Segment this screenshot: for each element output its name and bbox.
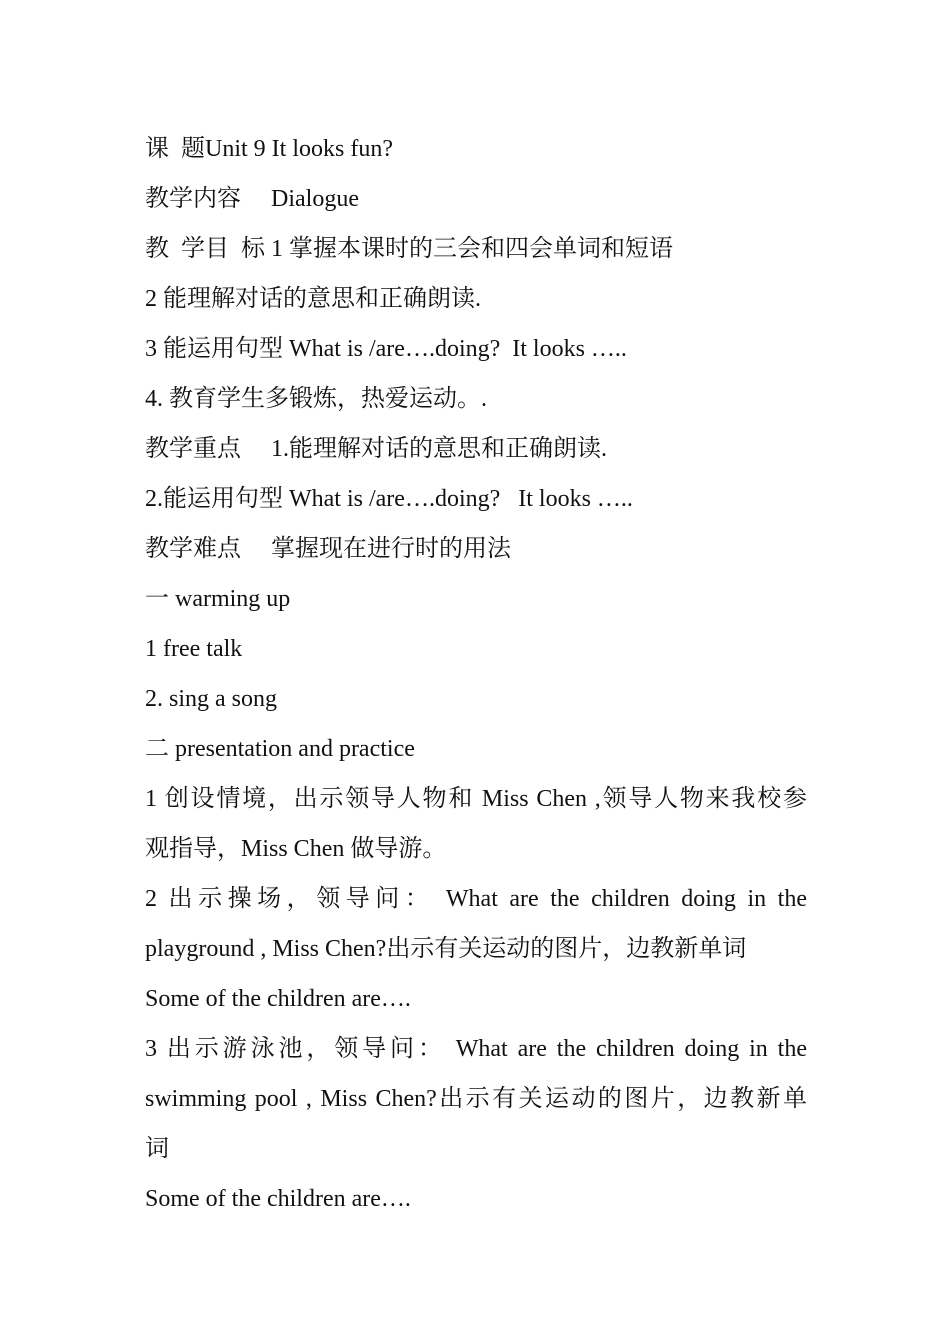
step-3-line-1: 3 出示游泳池，领导问： What are the children doing in the (145, 1036, 807, 1062)
step-sing-song: 2. sing a song (145, 686, 277, 712)
step-free-talk: 1 free talk (145, 636, 243, 662)
step-3-line-2: swimming pool , Miss Chen?出示有关运动的图片，边教新单 (145, 1086, 807, 1112)
key-point-1: 教学重点 1.能理解对话的意思和正确朗读. (145, 436, 607, 462)
teaching-content: 教学内容 Dialogue (145, 186, 359, 212)
step-2-line-3: Some of the children are…. (145, 986, 411, 1012)
document-page (145, 124, 807, 1224)
teaching-goal-4: 4. 教育学生多锻炼，热爱运动。. (145, 386, 487, 412)
difficult-point: 教学难点 掌握现在进行时的用法 (145, 536, 511, 562)
key-point-2: 2.能运用句型 What is /are….doing? It looks ….. (145, 486, 633, 512)
step-2-line-2: playground , Miss Chen?出示有关运动的图片，边教新单词 (145, 936, 747, 962)
teaching-goal-1: 教 学目 标 1 掌握本课时的三会和四会单词和短语 (145, 236, 673, 262)
teaching-goal-2: 2 能理解对话的意思和正确朗读. (145, 286, 481, 312)
teaching-goal-3: 3 能运用句型 What is /are….doing? It looks ….. (145, 336, 627, 362)
step-1-line-1: 1 创设情境，出示领导人物和 Miss Chen ,领导人物来我校参 (145, 786, 807, 812)
step-2-line-1: 2 出示操场，领导问： What are the children doing in the (145, 886, 807, 912)
step-3-line-4: Some of the children are…. (145, 1186, 411, 1212)
step-1-line-2: 观指导，Miss Chen 做导游。 (145, 836, 447, 862)
section-presentation: 二 presentation and practice (145, 736, 415, 762)
step-3-line-3: 词 (145, 1136, 169, 1162)
section-warming-up: 一 warming up (145, 586, 291, 612)
lesson-title: 课 题Unit 9 It looks fun? (145, 136, 393, 162)
